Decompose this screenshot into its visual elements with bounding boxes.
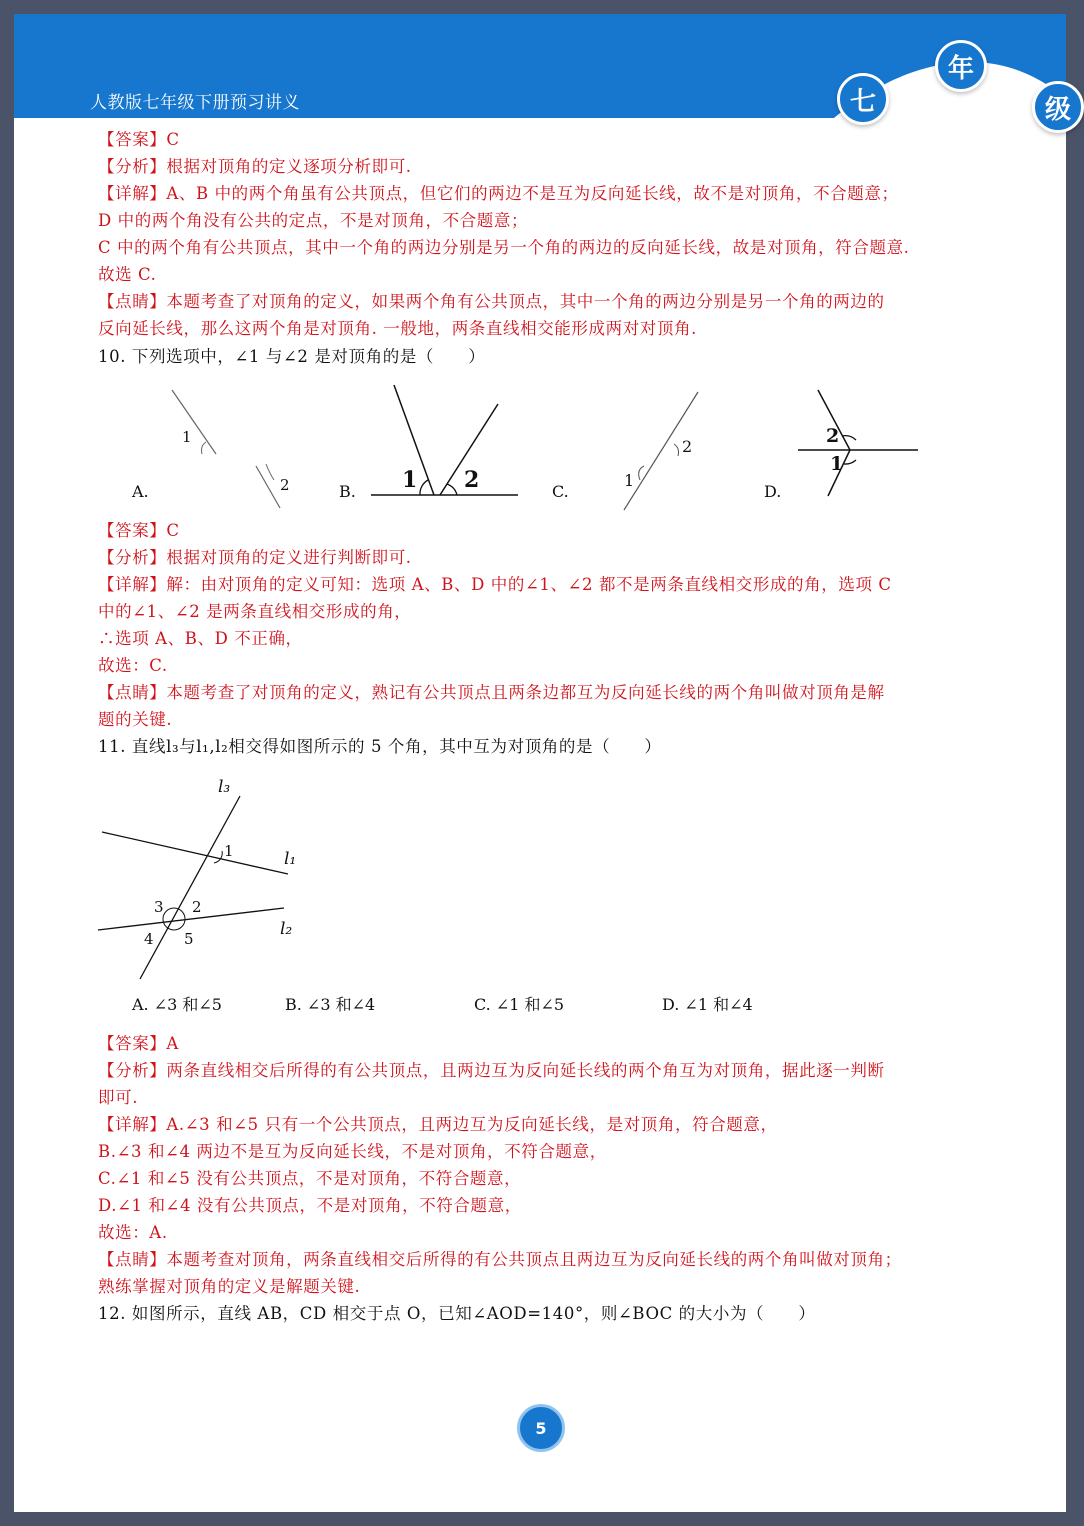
q11-answer: 【答案】A: [98, 1034, 179, 1053]
q11-detail-3: C.∠1 和∠5 没有公共顶点，不是对顶角，不符合题意，: [98, 1169, 522, 1188]
q10-a-label-2: 2: [280, 476, 290, 494]
q10-analysis: 【分析】根据对顶角的定义进行判断即可.: [98, 548, 412, 567]
q10-figure-c: [614, 390, 724, 516]
q9-analysis: 【分析】根据对顶角的定义逐项分析即可.: [98, 157, 412, 176]
q11-label-angle-2: 2: [192, 898, 202, 916]
q11-question: 11. 直线l₃与l₁,l₂相交得如图所示的 5 个角，其中互为对顶角的是（ ）: [98, 737, 662, 756]
q9-detail-4: 故选 C.: [98, 265, 157, 284]
q11-label-angle-1: 1: [224, 842, 234, 860]
q11-label-l2: l₂: [280, 919, 293, 939]
q10-comment-2: 题的关键.: [98, 710, 173, 729]
q10-option-b: B.: [339, 482, 356, 501]
q11-option-a: A. ∠3 和∠5: [132, 995, 222, 1014]
q9-detail-2: D 中的两个角没有公共的定点，不是对顶角，不合题意；: [98, 211, 529, 230]
q10-option-c: C.: [552, 482, 569, 501]
q10-b-label-2: 2: [464, 467, 480, 493]
header-title: 人教版七年级下册预习讲义: [90, 93, 300, 113]
q10-question: 10. 下列选项中，∠1 与∠2 是对顶角的是（ ）: [98, 347, 486, 366]
q11-option-d: D. ∠1 和∠4: [662, 995, 753, 1014]
q11-option-c: C. ∠1 和∠5: [474, 995, 565, 1014]
q11-analysis-2: 即可.: [98, 1088, 139, 1107]
q11-analysis-1: 【分析】两条直线相交后所得的有公共顶点，且两边互为反向延长线的两个角互为对顶角，据此逐一判断: [98, 1061, 885, 1080]
q10-option-d: D.: [764, 482, 782, 501]
q10-figure-b: [366, 382, 526, 498]
q10-b-label-1: 1: [402, 467, 418, 493]
q10-figure-d: [794, 388, 924, 500]
grade-badge-year: 年: [935, 40, 987, 92]
q9-answer: 【答案】C: [98, 130, 180, 149]
q10-c-label-2: 2: [682, 437, 693, 456]
q11-detail-5: 故选：A.: [98, 1223, 168, 1242]
q10-option-a: A.: [132, 482, 149, 501]
q10-detail-3: ∴选项 A、B、D 不正确，: [98, 629, 303, 648]
q11-detail-2: B.∠3 和∠4 两边不是互为反向延长线，不是对顶角，不符合题意，: [98, 1142, 607, 1161]
grade-badge-seven: 七: [837, 73, 889, 125]
q10-answer: 【答案】C: [98, 521, 180, 540]
q10-d-label-1: 1: [830, 453, 844, 475]
document-page: [14, 14, 1071, 1512]
q9-detail-3: C 中的两个角有公共顶点，其中一个角的两边分别是另一个角的两边的反向延长线，故是对顶角，符合题意.: [98, 238, 910, 257]
q10-figure-a: [124, 384, 304, 504]
q11-label-l1: l₁: [284, 849, 297, 869]
q11-comment-2: 熟练掌握对顶角的定义是解题关键.: [98, 1277, 361, 1296]
q12-question: 12. 如图所示，直线 AB，CD 相交于点 O，已知∠AOD=140°，则∠BOC 的大小为（ ）: [98, 1304, 816, 1323]
q10-comment-1: 【点睛】本题考查了对顶角的定义，熟记有公共顶点且两条边都互为反向延长线的两个角叫做对顶角是解: [98, 683, 885, 702]
q11-option-b: B. ∠3 和∠4: [285, 995, 376, 1014]
q10-detail-1: 【详解】解：由对顶角的定义可知：选项 A、B、D 中的∠1、∠2 都不是两条直线相交形成的角，选项 C: [98, 575, 892, 594]
q10-d-label-2: 2: [826, 425, 840, 447]
q11-figure: [94, 774, 314, 984]
q9-comment-1: 【点睛】本题考查了对顶角的定义，如果两个角有公共顶点，其中一个角的两边分别是另一个角的两边的: [98, 292, 885, 311]
q11-label-angle-5: 5: [184, 930, 194, 948]
grade-badge-level: 级: [1032, 81, 1084, 133]
page-number: 5: [517, 1404, 565, 1452]
q11-label-angle-4: 4: [144, 930, 154, 948]
q11-detail-1: 【详解】A.∠3 和∠5 只有一个公共顶点，且两边互为反向延长线，是对顶角，符合题意，: [98, 1115, 778, 1134]
q10-a-label-1: 1: [182, 428, 192, 446]
q9-comment-2: 反向延长线，那么这两个角是对顶角. 一般地，两条直线相交能形成两对对顶角.: [98, 319, 697, 338]
q11-detail-4: D.∠1 和∠4 没有公共顶点，不是对顶角，不符合题意，: [98, 1196, 522, 1215]
q11-label-angle-3: 3: [154, 898, 164, 916]
q9-detail-1: 【详解】A、B 中的两个角虽有公共顶点，但它们的两边不是互为反向延长线，故不是对顶角，不合题意；: [98, 184, 899, 203]
q10-c-label-1: 1: [624, 471, 635, 490]
q10-detail-4: 故选：C.: [98, 656, 168, 675]
q11-label-l3: l₃: [218, 777, 231, 797]
q11-comment-1: 【点睛】本题考查对顶角，两条直线相交后所得的有公共顶点且两边互为反向延长线的两个角叫做对顶角；: [98, 1250, 902, 1269]
q10-detail-2: 中的∠1、∠2 是两条直线相交形成的角，: [98, 602, 412, 621]
